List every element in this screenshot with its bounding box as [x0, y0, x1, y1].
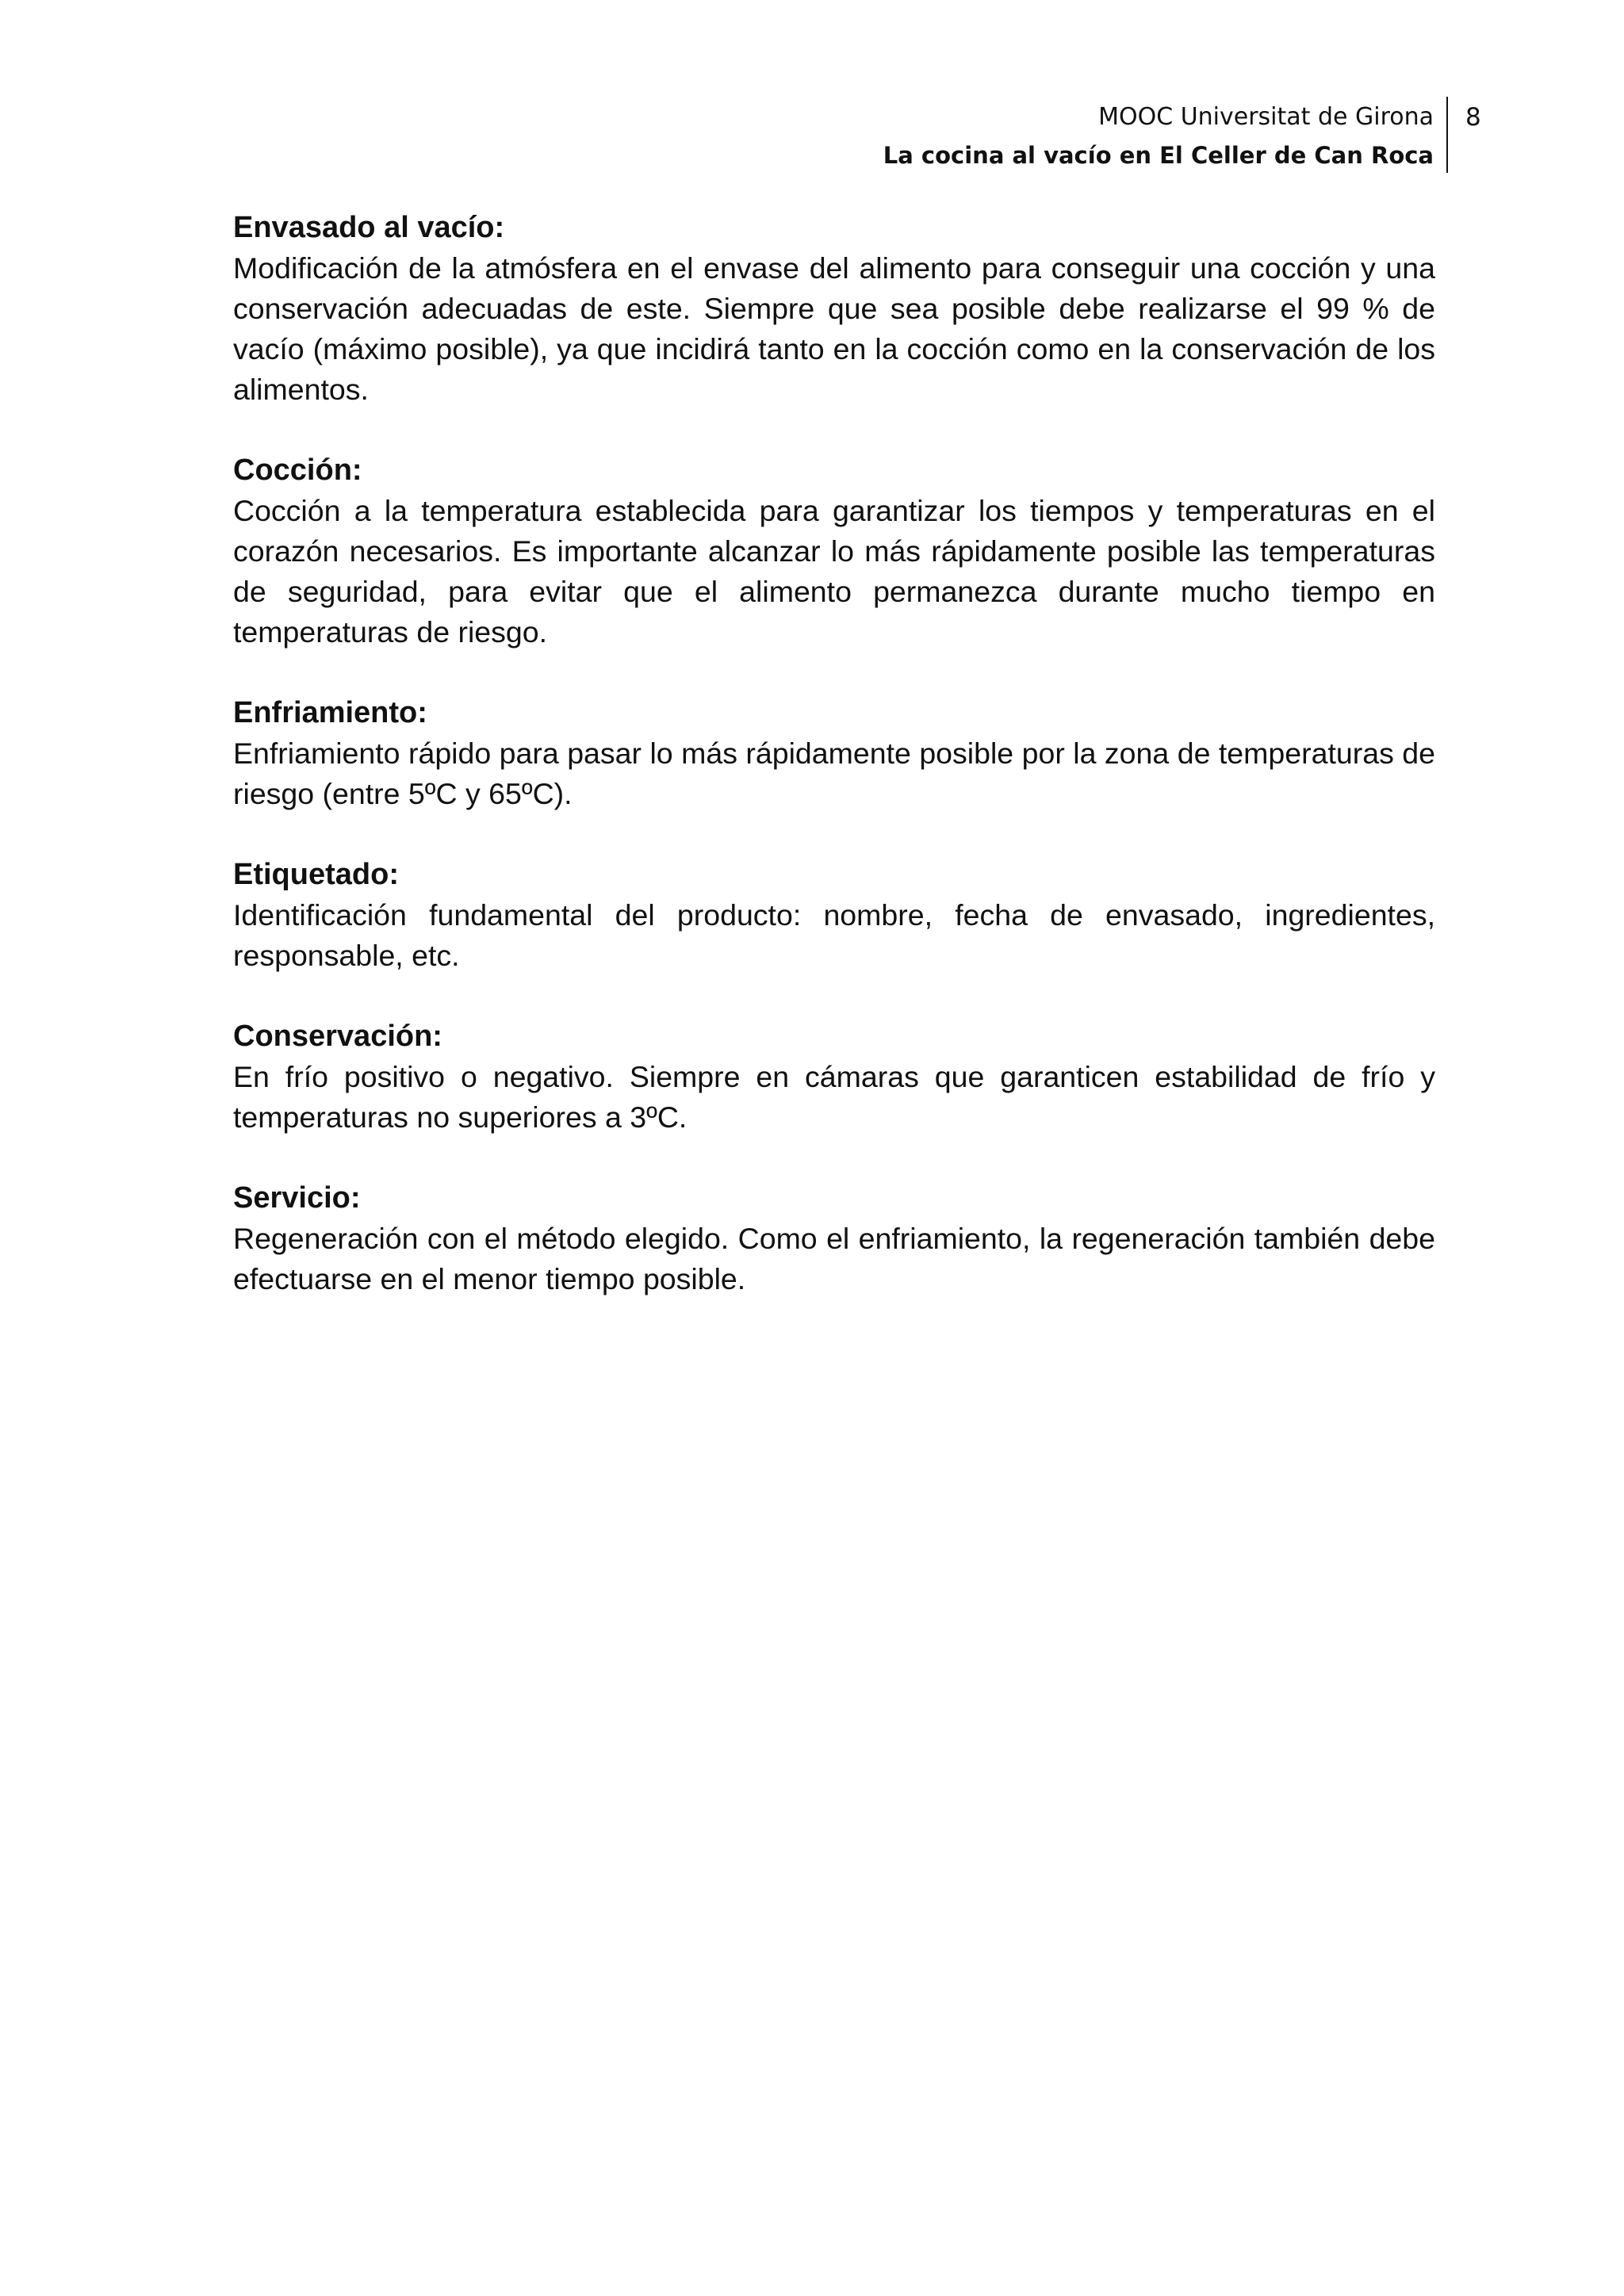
header-text [883, 98, 1434, 174]
header-divider [1446, 97, 1448, 173]
page-header [0, 94, 1624, 173]
section-title: Etiquetado: [233, 858, 399, 891]
section-title: Envasado al vacío: [233, 211, 505, 244]
course-name: MOOC Universitat de Girona [1098, 103, 1434, 131]
section-body: En frío positivo o negativo. Siempre en cámaras que garanticen estabilidad de frío y temperaturas no superiores a 3ºC. [233, 1060, 1435, 1134]
section-etiquetado [233, 855, 1435, 976]
section-coccion [233, 450, 1435, 652]
section-title: Conservación: [233, 1020, 442, 1053]
section-title: Enfriamiento: [233, 696, 427, 729]
document-body [233, 208, 1435, 1340]
section-title: Cocción: [233, 453, 362, 487]
section-body: Identificación fundamental del producto: nombre, fecha de envasado, ingredientes, responsable, etc. [233, 898, 1435, 972]
section-envasado [233, 208, 1435, 410]
section-body: Regeneración con el método elegido. Como el enfriamiento, la regeneración también debe efectuarse en el menor tiempo posible. [233, 1222, 1435, 1295]
page-number: 8 [1465, 103, 1481, 132]
section-body: Enfriamiento rápido para pasar lo más rápidamente posible por la zona de temperaturas de riesgo (entre 5ºC y 65ºC). [233, 737, 1435, 810]
section-enfriamiento [233, 693, 1435, 814]
section-body: Cocción a la temperatura establecida para garantizar los tiempos y temperaturas en el corazón necesarios. Es importante alcanzar lo más rápidamente posible las temperaturas de seguridad, para evitar que el alimento permanezca durante mucho tiempo en temperaturas de riesgo. [233, 494, 1435, 649]
section-servicio [233, 1178, 1435, 1299]
course-title: La cocina al vacío en El Celler de Can Roca [883, 142, 1434, 169]
section-body: Modificación de la atmósfera en el envase del alimento para conseguir una cocción y una conservación adecuadas de este. Siempre que sea posible debe realizarse el 99 % de vacío (máximo posible), ya que incidirá tanto en la cocción como en la conservación de los alimentos. [233, 251, 1435, 406]
section-conservacion [233, 1016, 1435, 1138]
section-title: Servicio: [233, 1181, 361, 1215]
